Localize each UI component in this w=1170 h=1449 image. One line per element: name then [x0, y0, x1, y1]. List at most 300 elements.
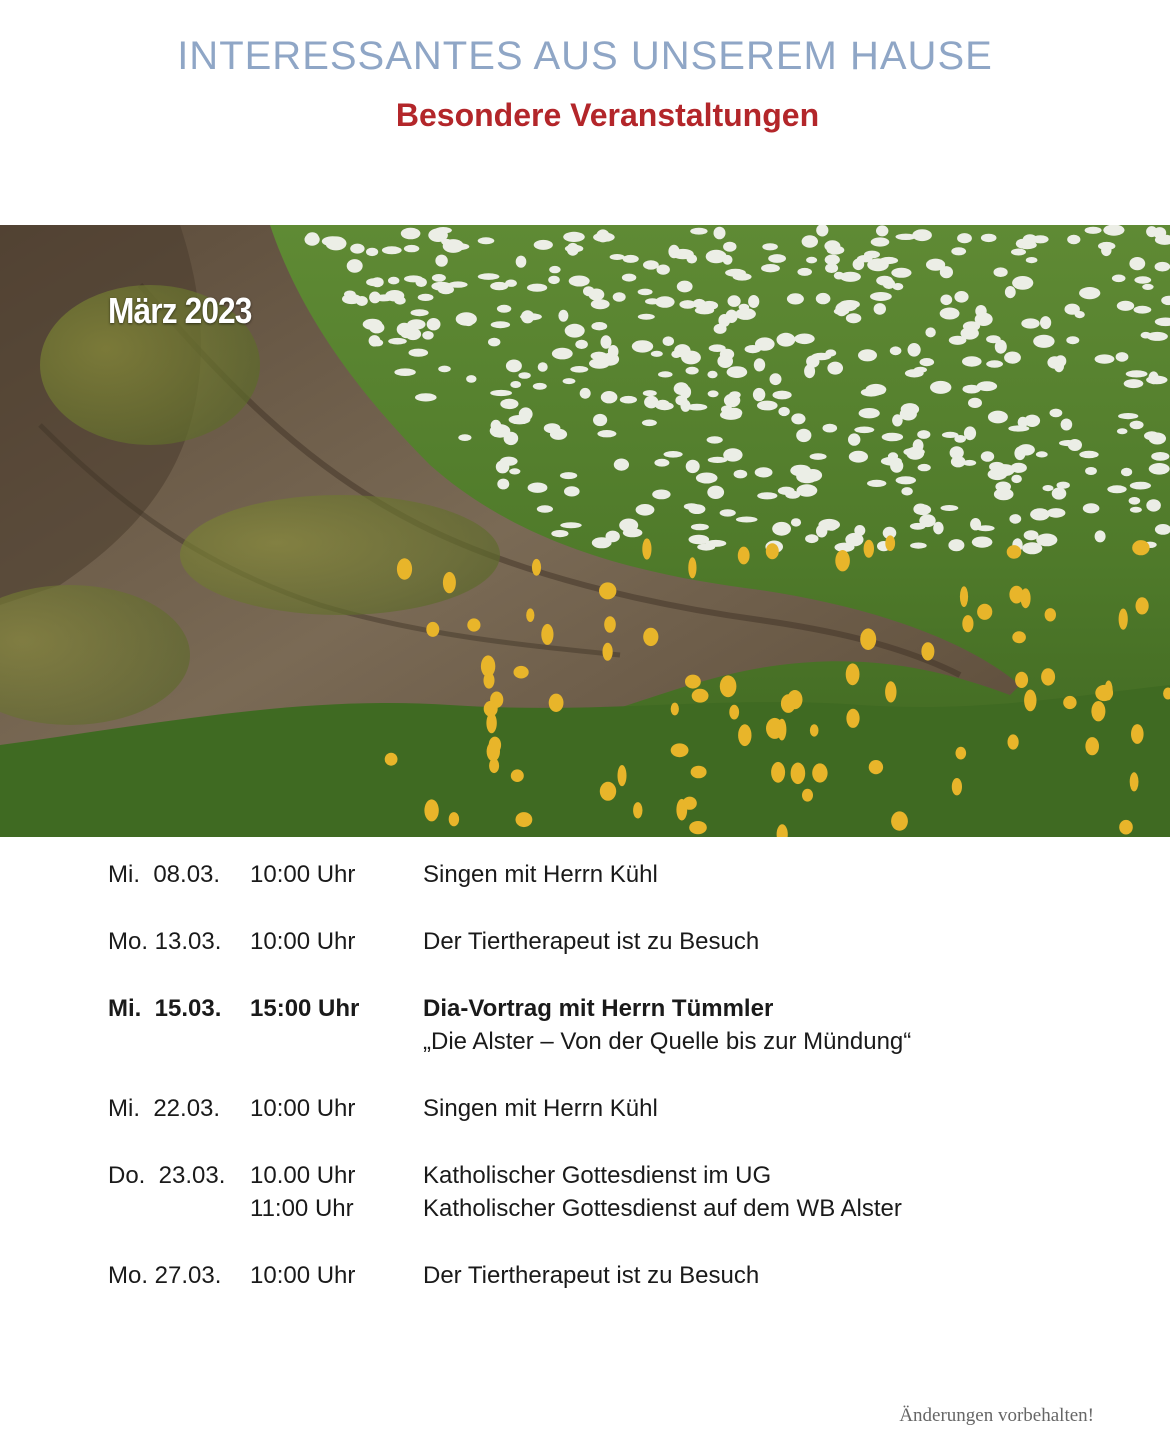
- white-crocus: [654, 459, 669, 467]
- white-crocus: [1118, 413, 1138, 419]
- white-crocus: [642, 420, 657, 427]
- white-crocus: [948, 539, 964, 551]
- white-crocus: [589, 289, 605, 301]
- white-crocus: [533, 383, 547, 390]
- white-crocus: [728, 295, 741, 307]
- white-crocus: [427, 318, 441, 330]
- white-crocus: [632, 340, 653, 352]
- white-crocus: [994, 267, 1008, 277]
- white-crocus: [663, 336, 674, 346]
- yellow-crocus: [1008, 734, 1019, 749]
- yellow-crocus: [532, 559, 541, 576]
- yellow-crocus: [1132, 540, 1149, 555]
- white-crocus: [1121, 468, 1132, 477]
- footer-note: Änderungen vorbehalten!: [899, 1405, 1094, 1426]
- event-description-line: „Die Alster – Von der Quelle bis zur Mündung“: [423, 1028, 912, 1055]
- white-crocus: [900, 408, 917, 421]
- white-crocus: [867, 480, 886, 487]
- yellow-crocus: [738, 547, 750, 565]
- white-crocus: [733, 273, 752, 281]
- yellow-crocus: [489, 758, 499, 773]
- white-crocus: [347, 259, 363, 273]
- event-description-line: Katholischer Gottesdienst im UG: [423, 1162, 772, 1189]
- white-crocus: [435, 255, 447, 267]
- yellow-crocus: [449, 812, 459, 826]
- white-crocus: [1011, 475, 1022, 483]
- white-crocus: [428, 228, 448, 242]
- yellow-crocus: [671, 703, 679, 716]
- white-crocus: [975, 305, 986, 317]
- white-crocus: [755, 337, 775, 350]
- white-crocus: [827, 362, 843, 375]
- white-crocus: [644, 396, 658, 409]
- white-crocus: [954, 291, 968, 303]
- white-crocus: [1014, 447, 1025, 461]
- yellow-crocus: [1130, 772, 1139, 791]
- event-description-line: Der Tiertherapeut ist zu Besuch: [423, 928, 760, 955]
- yellow-crocus: [891, 811, 908, 830]
- white-crocus: [342, 294, 361, 304]
- white-crocus: [565, 245, 583, 253]
- white-crocus: [734, 470, 748, 479]
- event-description: [423, 1092, 1068, 1125]
- white-crocus: [868, 387, 885, 395]
- yellow-crocus: [683, 797, 697, 810]
- white-crocus: [912, 229, 932, 241]
- white-crocus: [394, 368, 415, 376]
- white-crocus: [686, 460, 700, 473]
- white-crocus: [825, 349, 836, 356]
- event-row: [108, 925, 1068, 958]
- white-crocus: [560, 472, 577, 479]
- white-crocus: [1103, 225, 1124, 236]
- white-crocus: [1144, 431, 1160, 440]
- white-crocus: [431, 282, 451, 291]
- white-crocus: [729, 391, 741, 398]
- white-crocus: [1095, 354, 1115, 363]
- white-crocus: [620, 396, 637, 404]
- white-crocus: [1047, 508, 1066, 518]
- white-crocus: [664, 451, 683, 458]
- white-crocus: [388, 338, 407, 345]
- white-crocus: [777, 333, 796, 347]
- white-crocus: [593, 233, 615, 242]
- white-crocus: [638, 314, 655, 320]
- white-crocus: [519, 407, 533, 420]
- white-crocus: [802, 235, 818, 247]
- white-crocus: [714, 227, 726, 240]
- white-crocus: [488, 338, 500, 347]
- white-crocus: [804, 364, 815, 378]
- white-crocus: [657, 265, 670, 275]
- yellow-crocus: [738, 724, 751, 746]
- yellow-crocus: [1136, 597, 1149, 614]
- white-crocus: [810, 453, 827, 460]
- white-crocus: [1005, 286, 1016, 298]
- yellow-crocus: [791, 763, 806, 785]
- yellow-crocus: [633, 802, 642, 818]
- white-crocus: [968, 398, 982, 408]
- white-crocus: [785, 491, 800, 499]
- white-crocus: [404, 275, 423, 282]
- yellow-crocus: [1007, 545, 1022, 559]
- white-crocus: [1040, 316, 1051, 329]
- white-crocus: [504, 432, 519, 445]
- white-crocus: [1124, 379, 1144, 388]
- white-crocus: [846, 313, 861, 323]
- white-crocus: [565, 324, 585, 338]
- white-crocus: [591, 322, 607, 330]
- event-date: Do. 23.03.: [108, 1162, 226, 1189]
- white-crocus: [1004, 352, 1021, 364]
- yellow-crocus: [771, 762, 785, 783]
- yellow-crocus: [846, 709, 859, 728]
- white-crocus: [893, 283, 904, 290]
- white-crocus: [727, 366, 748, 378]
- white-crocus: [638, 289, 653, 296]
- event-time: 10.00 Uhr: [250, 1162, 356, 1189]
- white-crocus: [1130, 507, 1142, 513]
- white-crocus: [805, 534, 818, 543]
- white-crocus: [859, 408, 880, 418]
- event-description: [423, 1159, 1068, 1225]
- white-crocus: [930, 381, 951, 394]
- white-crocus: [478, 237, 495, 244]
- yellow-crocus: [489, 737, 501, 754]
- yellow-crocus: [1119, 609, 1128, 630]
- white-crocus: [754, 358, 765, 371]
- white-crocus: [671, 350, 681, 358]
- page-subtitle: Besondere Veranstaltungen: [395, 97, 820, 133]
- white-crocus: [610, 254, 625, 260]
- white-crocus: [369, 335, 381, 346]
- white-crocus: [415, 393, 437, 401]
- white-crocus: [757, 492, 777, 499]
- white-crocus: [643, 390, 657, 396]
- white-crocus: [1155, 262, 1170, 272]
- white-crocus: [449, 243, 470, 250]
- white-crocus: [691, 524, 709, 531]
- white-crocus: [707, 436, 723, 443]
- white-crocus: [1043, 485, 1054, 491]
- white-crocus: [643, 260, 659, 269]
- event-description-line: Singen mit Herrn Kühl: [423, 861, 658, 888]
- white-crocus: [1141, 332, 1152, 339]
- white-crocus: [989, 462, 1005, 472]
- white-crocus: [696, 473, 718, 484]
- white-crocus: [1061, 419, 1073, 431]
- white-crocus: [506, 360, 522, 373]
- white-crocus: [706, 250, 727, 264]
- white-crocus: [1009, 514, 1021, 524]
- white-crocus: [394, 296, 405, 304]
- yellow-crocus: [486, 713, 496, 734]
- white-crocus: [1066, 336, 1079, 344]
- yellow-crocus: [692, 689, 709, 703]
- white-crocus: [563, 378, 576, 384]
- yellow-crocus: [685, 675, 701, 689]
- event-row: [108, 1159, 1068, 1225]
- white-crocus: [951, 247, 966, 255]
- white-crocus: [1149, 463, 1170, 475]
- white-crocus: [1134, 306, 1152, 314]
- white-crocus: [652, 490, 670, 500]
- event-date: Mo. 27.03.: [108, 1262, 222, 1289]
- white-crocus: [849, 451, 868, 463]
- white-crocus: [818, 519, 840, 531]
- white-crocus: [926, 259, 945, 271]
- white-crocus: [791, 518, 801, 526]
- yellow-crocus: [1119, 820, 1133, 835]
- white-crocus: [1021, 318, 1039, 328]
- white-crocus: [951, 456, 966, 467]
- white-crocus: [720, 509, 736, 516]
- event-row: [108, 1092, 1068, 1125]
- white-crocus: [881, 457, 902, 466]
- white-crocus: [422, 331, 433, 340]
- white-crocus: [848, 433, 860, 445]
- white-crocus: [1036, 451, 1048, 457]
- white-crocus: [891, 268, 911, 278]
- yellow-crocus: [671, 743, 689, 757]
- white-crocus: [871, 237, 890, 246]
- white-crocus: [736, 517, 758, 523]
- white-crocus: [874, 303, 886, 315]
- white-crocus: [404, 245, 419, 252]
- white-crocus: [797, 268, 812, 276]
- white-crocus: [363, 319, 383, 330]
- white-crocus: [1095, 530, 1106, 542]
- yellow-crocus: [467, 618, 480, 631]
- white-crocus: [942, 432, 959, 438]
- white-crocus: [1126, 370, 1148, 377]
- yellow-crocus: [956, 747, 967, 760]
- white-crocus: [570, 366, 588, 373]
- white-crocus: [757, 401, 778, 411]
- white-crocus: [614, 459, 629, 471]
- white-crocus: [1059, 440, 1077, 446]
- white-crocus: [778, 407, 789, 416]
- white-crocus: [988, 411, 1008, 424]
- white-crocus: [538, 362, 548, 371]
- month-label: März 2023: [108, 290, 252, 331]
- yellow-crocus: [869, 760, 883, 774]
- white-crocus: [622, 274, 636, 282]
- white-crocus: [762, 243, 778, 250]
- white-crocus: [1022, 542, 1042, 554]
- white-crocus: [910, 523, 926, 530]
- white-crocus: [961, 327, 979, 340]
- white-crocus: [1153, 227, 1166, 239]
- white-crocus: [1033, 335, 1054, 348]
- white-crocus: [1098, 242, 1115, 250]
- white-crocus: [823, 424, 838, 433]
- event-row: [108, 1259, 1068, 1292]
- white-crocus: [491, 321, 510, 328]
- white-crocus: [804, 469, 822, 482]
- white-crocus: [491, 420, 502, 431]
- event-time: 10:00 Uhr: [250, 1262, 356, 1289]
- white-crocus: [1085, 227, 1102, 234]
- white-crocus: [1067, 235, 1080, 245]
- yellow-crocus: [514, 666, 529, 679]
- white-crocus: [910, 543, 927, 549]
- event-times: [250, 1259, 423, 1292]
- white-crocus: [1079, 287, 1100, 299]
- white-crocus: [1024, 530, 1039, 540]
- yellow-crocus: [1012, 631, 1026, 643]
- event-list: [108, 858, 1068, 1326]
- yellow-crocus: [921, 642, 934, 660]
- white-crocus: [675, 395, 687, 405]
- yellow-crocus: [541, 624, 553, 645]
- white-crocus: [505, 280, 517, 287]
- event-time: 10:00 Uhr: [250, 861, 356, 888]
- white-crocus: [326, 236, 347, 250]
- white-crocus: [1083, 503, 1100, 513]
- white-crocus: [707, 371, 717, 379]
- white-crocus: [1129, 497, 1141, 505]
- white-crocus: [651, 351, 663, 357]
- white-crocus: [941, 505, 959, 511]
- white-crocus: [913, 439, 924, 452]
- yellow-crocus: [691, 766, 707, 779]
- white-crocus: [552, 348, 573, 360]
- white-crocus: [510, 381, 521, 388]
- white-crocus: [876, 225, 888, 236]
- yellow-crocus: [1041, 668, 1055, 685]
- event-row: [108, 992, 1068, 1058]
- white-crocus: [914, 504, 931, 515]
- white-crocus: [563, 232, 585, 242]
- event-row: [108, 858, 1068, 891]
- yellow-crocus: [1063, 696, 1076, 709]
- white-crocus: [551, 530, 568, 537]
- yellow-crocus: [1015, 672, 1028, 688]
- yellow-crocus: [1024, 690, 1036, 712]
- white-crocus: [388, 277, 399, 285]
- white-crocus: [824, 240, 840, 251]
- white-crocus: [972, 537, 993, 548]
- event-description: [423, 858, 1068, 891]
- white-crocus: [681, 351, 701, 365]
- white-crocus: [791, 413, 805, 424]
- white-crocus: [305, 233, 320, 245]
- white-crocus: [608, 345, 619, 358]
- white-crocus: [995, 340, 1007, 354]
- white-crocus: [350, 244, 364, 254]
- white-crocus: [1134, 276, 1151, 283]
- yellow-crocus: [1009, 586, 1023, 604]
- white-crocus: [686, 367, 699, 375]
- white-crocus: [1012, 276, 1033, 290]
- white-crocus: [527, 284, 547, 292]
- white-crocus: [549, 266, 560, 273]
- yellow-crocus: [860, 628, 876, 650]
- white-crocus: [908, 343, 921, 357]
- event-description: [423, 1259, 1068, 1292]
- white-crocus: [371, 277, 384, 287]
- white-crocus: [770, 373, 782, 385]
- white-crocus: [794, 334, 814, 345]
- white-crocus: [1085, 467, 1097, 475]
- white-crocus: [1026, 257, 1038, 263]
- white-crocus: [994, 488, 1014, 500]
- white-crocus: [1130, 482, 1151, 490]
- yellow-crocus: [618, 765, 627, 786]
- white-crocus: [548, 276, 560, 284]
- yellow-crocus: [766, 543, 779, 559]
- white-crocus: [534, 240, 553, 250]
- white-crocus: [690, 228, 707, 235]
- white-crocus: [1117, 301, 1134, 311]
- white-crocus: [606, 531, 620, 543]
- white-crocus: [707, 486, 724, 499]
- yellow-crocus: [516, 812, 533, 827]
- white-crocus: [857, 255, 873, 262]
- white-crocus: [1011, 249, 1026, 256]
- white-crocus: [597, 430, 616, 437]
- page-title: INTERESSANTES AUS UNSEREM HAUSE: [177, 34, 993, 78]
- white-crocus: [409, 349, 429, 357]
- white-crocus: [964, 426, 976, 440]
- yellow-crocus: [603, 643, 613, 661]
- event-description-line: Katholischer Gottesdienst auf dem WB Alster: [423, 1195, 902, 1222]
- white-crocus: [834, 272, 844, 280]
- white-crocus: [723, 242, 736, 252]
- white-crocus: [1050, 409, 1063, 418]
- white-crocus: [1146, 499, 1161, 511]
- white-crocus: [601, 391, 618, 403]
- white-crocus: [957, 233, 972, 243]
- white-crocus: [768, 254, 786, 263]
- event-times: [250, 858, 423, 891]
- yellow-crocus: [443, 572, 456, 593]
- event-time: 11:00 Uhr: [250, 1195, 354, 1222]
- white-crocus: [500, 399, 518, 409]
- white-crocus: [1024, 415, 1040, 427]
- yellow-crocus: [766, 718, 783, 739]
- white-crocus: [1130, 421, 1144, 430]
- white-crocus: [456, 312, 477, 326]
- white-crocus: [668, 245, 679, 258]
- yellow-crocus: [835, 550, 850, 571]
- white-crocus: [772, 522, 791, 536]
- white-crocus: [418, 294, 434, 301]
- yellow-crocus: [802, 789, 813, 802]
- white-crocus: [914, 367, 927, 373]
- white-crocus: [753, 388, 765, 401]
- white-crocus: [1151, 452, 1169, 461]
- white-crocus: [382, 246, 402, 254]
- white-crocus: [466, 375, 476, 383]
- event-description: [423, 925, 1068, 958]
- white-crocus: [962, 356, 982, 366]
- white-crocus: [623, 255, 639, 263]
- yellow-crocus: [599, 582, 616, 599]
- white-crocus: [901, 487, 912, 495]
- event-time: 15:00 Uhr: [250, 995, 360, 1022]
- yellow-crocus: [729, 705, 739, 720]
- white-crocus: [806, 257, 817, 264]
- yellow-crocus: [604, 616, 616, 633]
- white-crocus: [516, 256, 527, 268]
- white-crocus: [917, 430, 930, 439]
- event-date: Mi. 22.03.: [108, 1095, 221, 1122]
- white-crocus: [816, 293, 831, 304]
- white-crocus: [825, 255, 840, 266]
- white-crocus: [550, 429, 567, 440]
